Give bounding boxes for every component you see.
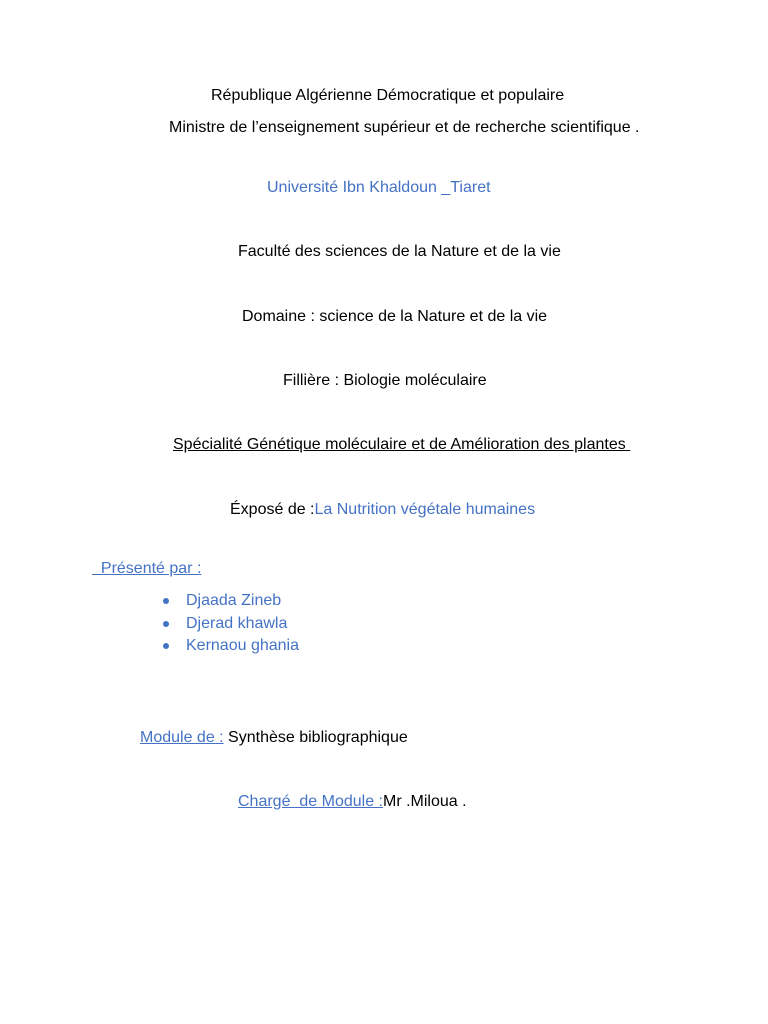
expose-line bbox=[230, 500, 535, 520]
list-item bbox=[160, 614, 299, 637]
presenters-list bbox=[160, 591, 299, 659]
module-line bbox=[140, 728, 408, 748]
ministry-heading: Ministre de l’enseignement supérieur et de recherche scientifique . bbox=[169, 119, 640, 136]
expose-label: Éxposé de : bbox=[230, 501, 315, 518]
presenter-name: Kernaou ghania bbox=[186, 637, 299, 654]
republic-heading: République Algérienne Démocratique et populaire bbox=[211, 87, 565, 104]
domain-line: Domaine : science de la Nature et de la vie bbox=[242, 308, 548, 325]
presenter-name: Djerad khawla bbox=[186, 614, 288, 632]
bullet-icon bbox=[163, 643, 169, 649]
university-name: Université Ibn Khaldoun _Tiaret bbox=[267, 179, 491, 196]
bullet-icon bbox=[163, 598, 169, 604]
presented-by-label: Présenté par : bbox=[92, 560, 202, 577]
instructor-label: Chargé de Module : bbox=[238, 793, 383, 810]
speciality-line: Spécialité Génétique moléculaire et de Amélioration des plantes bbox=[173, 436, 631, 453]
module-label: Module de : bbox=[140, 729, 224, 746]
filiere-line: Fillière : Biologie moléculaire bbox=[283, 372, 487, 389]
presenter-name: Djaada Zineb bbox=[186, 592, 282, 609]
instructor-value: Mr .Miloua . bbox=[382, 793, 467, 810]
expose-title: La Nutrition végétale humaines bbox=[314, 501, 536, 518]
instructor-line bbox=[238, 792, 467, 812]
faculty-line: Faculté des sciences de la Nature et de la vie bbox=[238, 243, 561, 260]
list-item bbox=[160, 591, 299, 614]
module-value: Synthèse bibliographique bbox=[223, 729, 408, 746]
list-item bbox=[160, 636, 299, 659]
bullet-icon bbox=[163, 621, 169, 627]
